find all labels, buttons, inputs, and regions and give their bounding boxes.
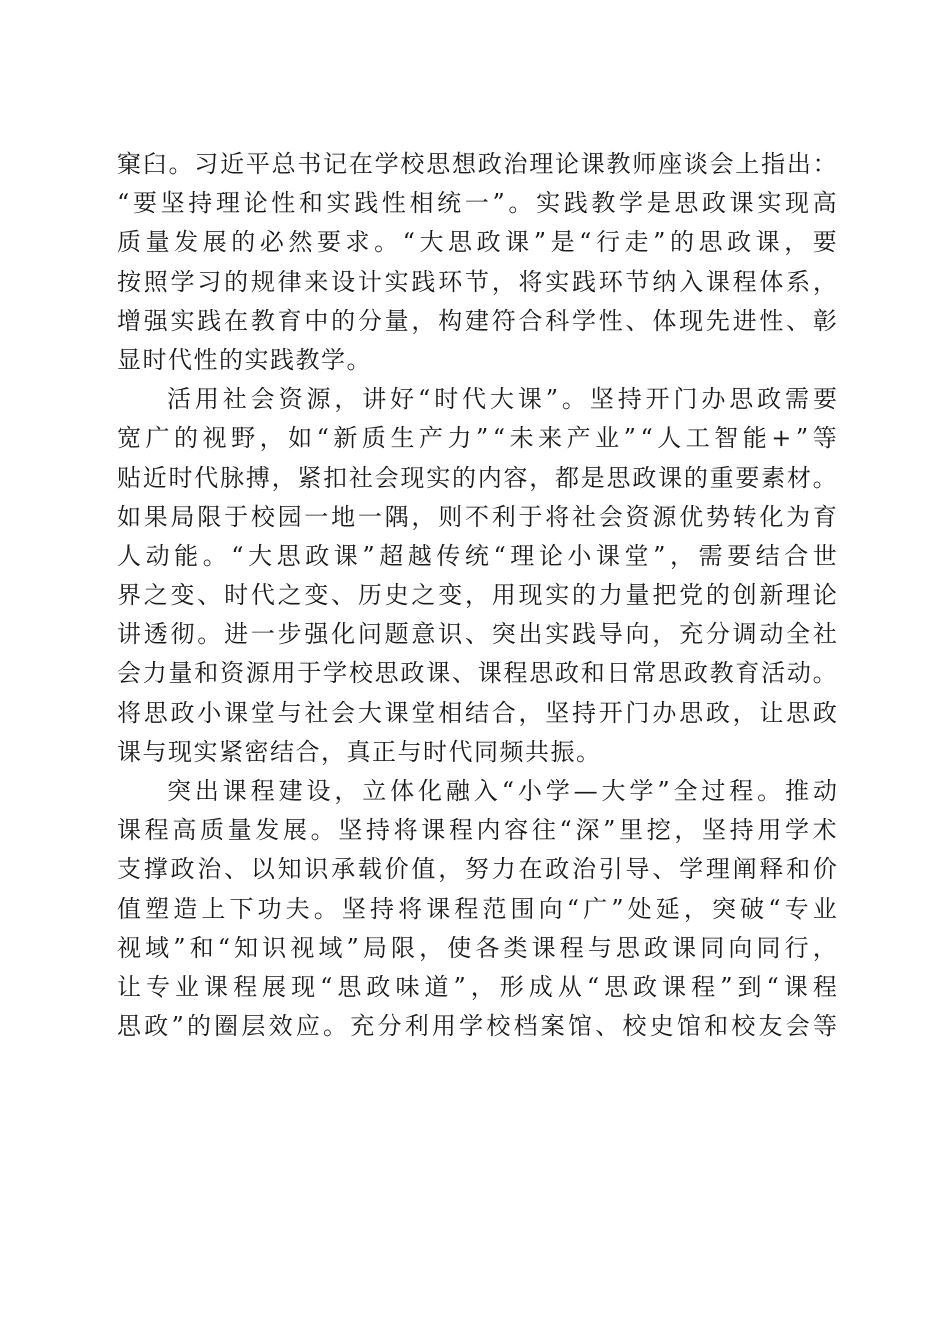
text-line: 活 用 社 会 资 源 ， 讲 好 “ 时 代 大 课 ” 。 坚 持 开 门 办 思 政 需 要 bbox=[167, 385, 837, 414]
paragraph-3 bbox=[117, 772, 837, 1046]
text-line: 讲 透 彻 。 进 一 步 强 化 问 题 意 识 、 突 出 实 践 导 向 ， 充 分 调 动 全 社 bbox=[117, 620, 837, 649]
document-body bbox=[117, 145, 837, 1046]
text-line: 将 思 政 小 课 堂 与 社 会 大 课 堂 相 结 合 ， 坚 持 开 门 办 思 政 ， 让 思 政 bbox=[117, 698, 837, 727]
text-line: 支 撑 政 治 、 以 知 识 承 载 价 值 ， 努 力 在 政 治 引 导 、 学 理 阐 释 和 价 bbox=[117, 855, 837, 884]
text-line: 界 之 变 、 时 代 之 变 、 历 史 之 变 ， 用 现 实 的 力 量 把 党 的 创 新 理 论 bbox=[117, 581, 837, 610]
text-line: 贴 近 时 代 脉 搏 ， 紧 扣 社 会 现 实 的 内 容 ， 都 是 思 政 课 的 重 要 素 材 。 bbox=[117, 463, 837, 492]
paragraph-1 bbox=[117, 145, 837, 380]
text-line: 人 动 能 。 “ 大 思 政 课 ” 超 越 传 统 “ 理 论 小 课 堂 ” ， 需 要 结 合 世 bbox=[117, 541, 837, 570]
text-line: 思 政 ” 的 圈 层 效 应 。 充 分 利 用 学 校 档 案 馆 、 校 史 馆 和 校 友 会 等 bbox=[117, 1012, 837, 1041]
text-line: 让 专 业 课 程 展 现 “ 思 政 味 道 ” ， 形 成 从 “ 思 政 课 程 ” 到 “ 课 程 bbox=[117, 972, 837, 1001]
text-line: 窠 臼 。 习 近 平 总 书 记 在 学 校 思 想 政 治 理 论 课 教 师 座 谈 会 上 指 出 ： bbox=[117, 150, 837, 178]
text-line: 宽 广 的 视 野 ， 如 “ 新 质 生 产 力 ” “ 未 来 产 业 ” “ 人 工 智 能 + ” 等 bbox=[117, 424, 837, 453]
text-line: 课与现实紧密结合，真正与时代同频共振。 bbox=[117, 737, 602, 766]
text-line: 质 量 发 展 的 必 然 要 求 。 “ 大 思 政 课 ” 是 “ 行 走 ” 的 思 政 课 ， 要 bbox=[117, 228, 837, 257]
paragraph-2 bbox=[117, 380, 837, 772]
text-line: “ 要 坚 持 理 论 性 和 实 践 性 相 统 一 ” 。 实 践 教 学 是 思 政 课 实 现 高 bbox=[117, 189, 837, 218]
text-line: 按 照 学 习 的 规 律 来 设 计 实 践 环 节 ， 将 实 践 环 节 纳 入 课 程 体 系 ， bbox=[117, 267, 837, 296]
text-line: 突 出 课 程 建 设 ， 立 体 化 融 入 “ 小 学 — 大 学 ” 全 过 程 。 推 动 bbox=[167, 777, 837, 805]
text-line: 值 塑 造 上 下 功 夫 。 坚 持 将 课 程 范 围 向 “ 广 ” 处 延 ， 突 破 “ 专 业 bbox=[117, 894, 837, 923]
text-line: 增 强 实 践 在 教 育 中 的 分 量 ， 构 建 符 合 科 学 性 、 体 现 先 进 性 、 彰 bbox=[117, 306, 837, 335]
text-line: 如 果 局 限 于 校 园 一 地 一 隅 ， 则 不 利 于 将 社 会 资 源 优 势 转 化 为 育 bbox=[117, 502, 837, 531]
text-line: 课 程 高 质 量 发 展 。 坚 持 将 课 程 内 容 往 “ 深 ” 里 挖 ， 坚 持 用 学 术 bbox=[117, 816, 837, 845]
text-line: 会 力 量 和 资 源 用 于 学 校 思 政 课 、 课 程 思 政 和 日 常 思 政 教 育 活 动 。 bbox=[117, 659, 837, 688]
text-line: 显时代性的实践教学。 bbox=[117, 345, 372, 374]
text-line: 视 域 ” 和 “ 知 识 视 域 ” 局 限 ， 使 各 类 课 程 与 思 政 课 同 向 同 行 ， bbox=[117, 933, 837, 962]
